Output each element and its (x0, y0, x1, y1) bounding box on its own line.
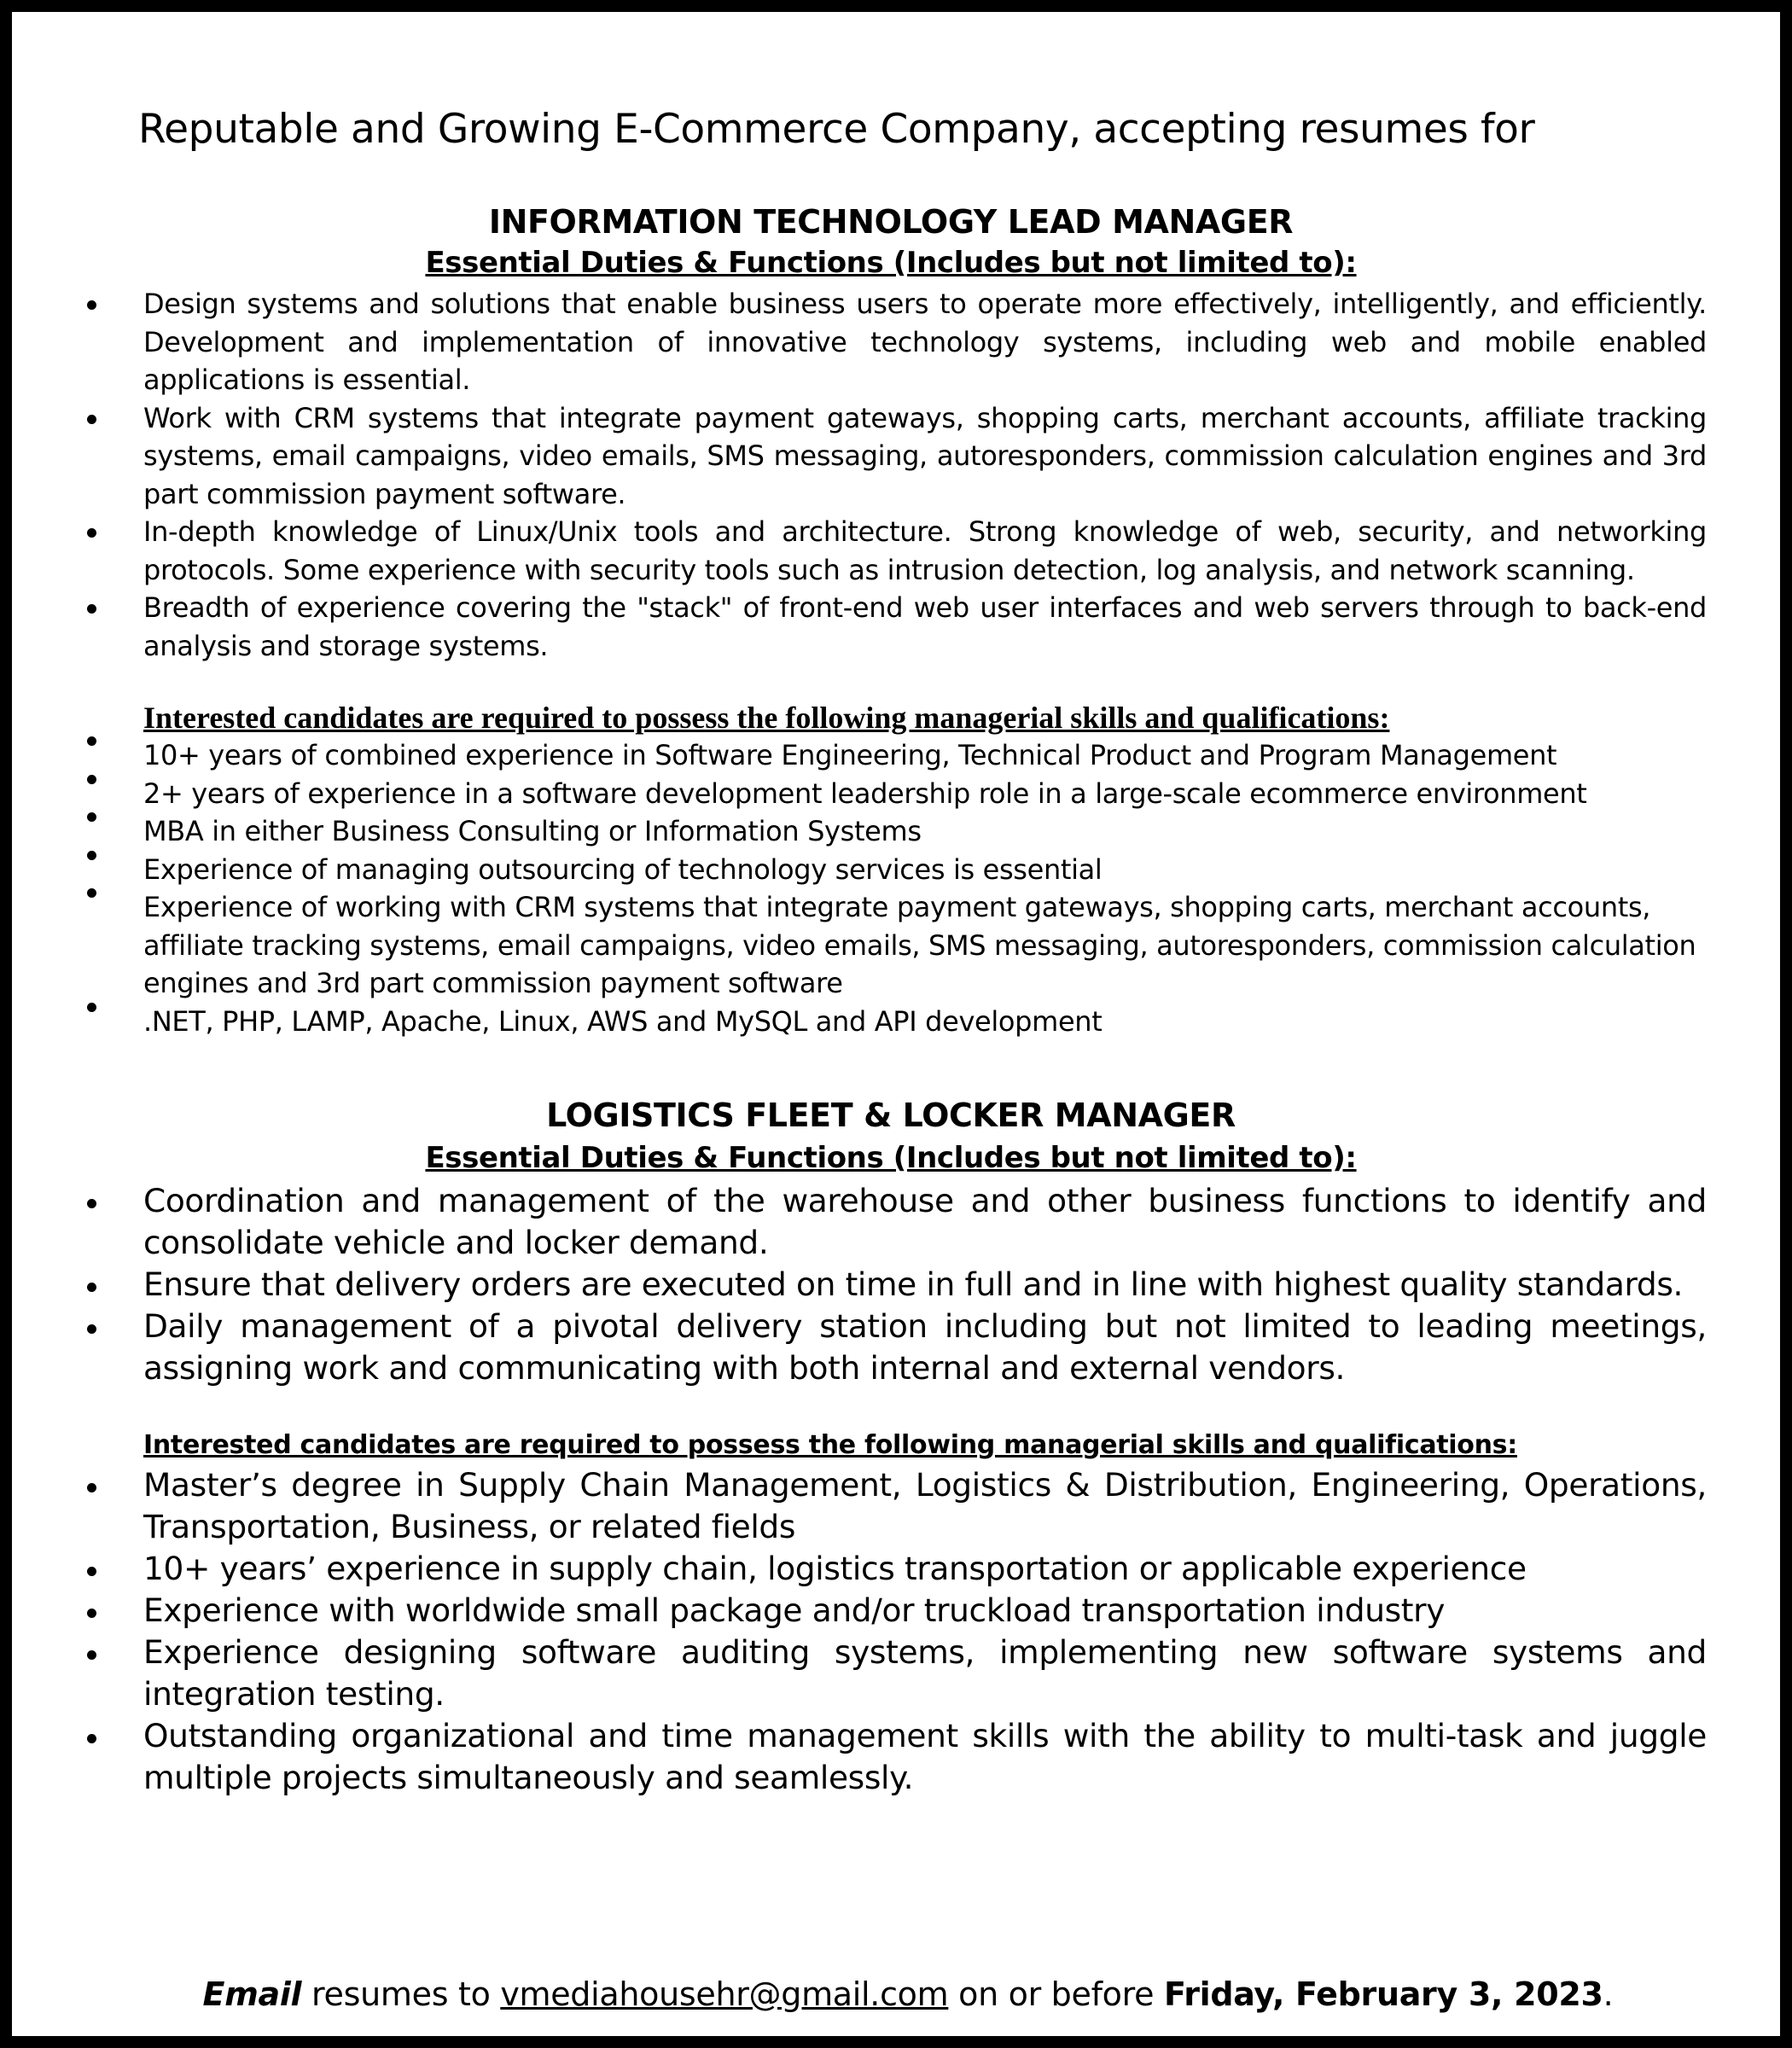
list-item: Work with CRM systems that integrate payment gateways, shopping carts, merchant accounts, affiliate tracking systems, email campaigns, video emails, SMS messaging, autoresponders, commission calculation engines and 3rd part commission payment software. (75, 399, 1707, 514)
list-item: Outstanding organizational and time management skills with the ability to multi-task and juggle multiple projects simultaneously and seamlessly. (75, 1715, 1707, 1799)
ad-content (75, 97, 1707, 1799)
job-title: LOGISTICS FLEET & LOCKER MANAGER (546, 1097, 1236, 1134)
list-item: Ensure that delivery orders are executed on time in full and in line with highest quality standards. (75, 1264, 1707, 1306)
list-item: Coordination and management of the warehouse and other business functions to identify and consolidate vehicle and locker demand. (75, 1180, 1707, 1264)
duties-list (75, 285, 1707, 665)
application-instructions (12, 1973, 1792, 2016)
list-item: Experience of managing outsourcing of technology services is essential (75, 851, 1707, 889)
qualifications-list (75, 736, 1707, 1040)
qualifications-heading: Interested candidates are required to possess the following managerial skills and qualifications: (143, 701, 1390, 735)
job-section-it-lead-manager (75, 200, 1707, 1040)
duties-heading: Essential Duties & Functions (Includes but not limited to): (425, 1141, 1357, 1175)
list-item: Master’s degree in Supply Chain Management, Logistics & Distribution, Engineering, Operations, Transportation, Business, or related fields (75, 1464, 1707, 1548)
duties-heading: Essential Duties & Functions (Includes but not limited to): (425, 246, 1357, 280)
footer-period: . (1603, 1975, 1614, 2013)
list-item: .NET, PHP, LAMP, Apache, Linux, AWS and MySQL and API development (75, 1003, 1707, 1041)
list-item: Daily management of a pivotal delivery station including but not limited to leading meetings, assigning work and communicating with both internal and external vendors. (75, 1306, 1707, 1389)
list-item: Breadth of experience covering the "stack" of front-end web user interfaces and web servers through to back-end analysis and storage systems. (75, 589, 1707, 665)
list-item: MBA in either Business Consulting or Information Systems (75, 812, 1707, 851)
list-item: Design systems and solutions that enable business users to operate more effectively, intelligently, and efficiently. Development and implementation of innovative technology systems, including web and mobile enabled applications is essential. (75, 285, 1707, 399)
email-label: Email (202, 1975, 302, 2013)
list-item: Experience designing software auditing systems, implementing new software systems and integration testing. (75, 1632, 1707, 1715)
email-link[interactable]: vmediahousehr@gmail.com (500, 1975, 949, 2013)
intro-text: Reputable and Growing E-Commerce Company, accepting resumes for (138, 106, 1535, 153)
footer-text: resumes to (301, 1975, 501, 2013)
qualifications-heading: Interested candidates are required to possess the following managerial skills and qualifications: (143, 1430, 1517, 1460)
qualifications-list (75, 1464, 1707, 1799)
duties-list (75, 1180, 1707, 1389)
list-item: 2+ years of experience in a software development leadership role in a large-scale ecommerce environment (75, 775, 1707, 813)
list-item: In-depth knowledge of Linux/Unix tools and architecture. Strong knowledge of web, security, and networking protocols. Some experience with security tools such as intrusion detection, log analysis, and network scanning. (75, 513, 1707, 589)
list-item: Experience with worldwide small package and/or truckload transportation industry (75, 1590, 1707, 1632)
job-section-logistics-fleet-manager (75, 1093, 1707, 1799)
list-item: 10+ years’ experience in supply chain, logistics transportation or applicable experience (75, 1548, 1707, 1590)
list-item: 10+ years of combined experience in Software Engineering, Technical Product and Program Management (75, 736, 1707, 775)
footer-text: on or before (948, 1975, 1164, 2013)
deadline-date: Friday, February 3, 2023 (1163, 1975, 1603, 2013)
job-title: INFORMATION TECHNOLOGY LEAD MANAGER (488, 203, 1294, 241)
list-item: Experience of working with CRM systems that integrate payment gateways, shopping carts, merchant accounts, affiliate tracking systems, email campaigns, video emails, SMS messaging, autoresponders, commission calculation engines and 3rd part commission payment software (75, 888, 1707, 1003)
